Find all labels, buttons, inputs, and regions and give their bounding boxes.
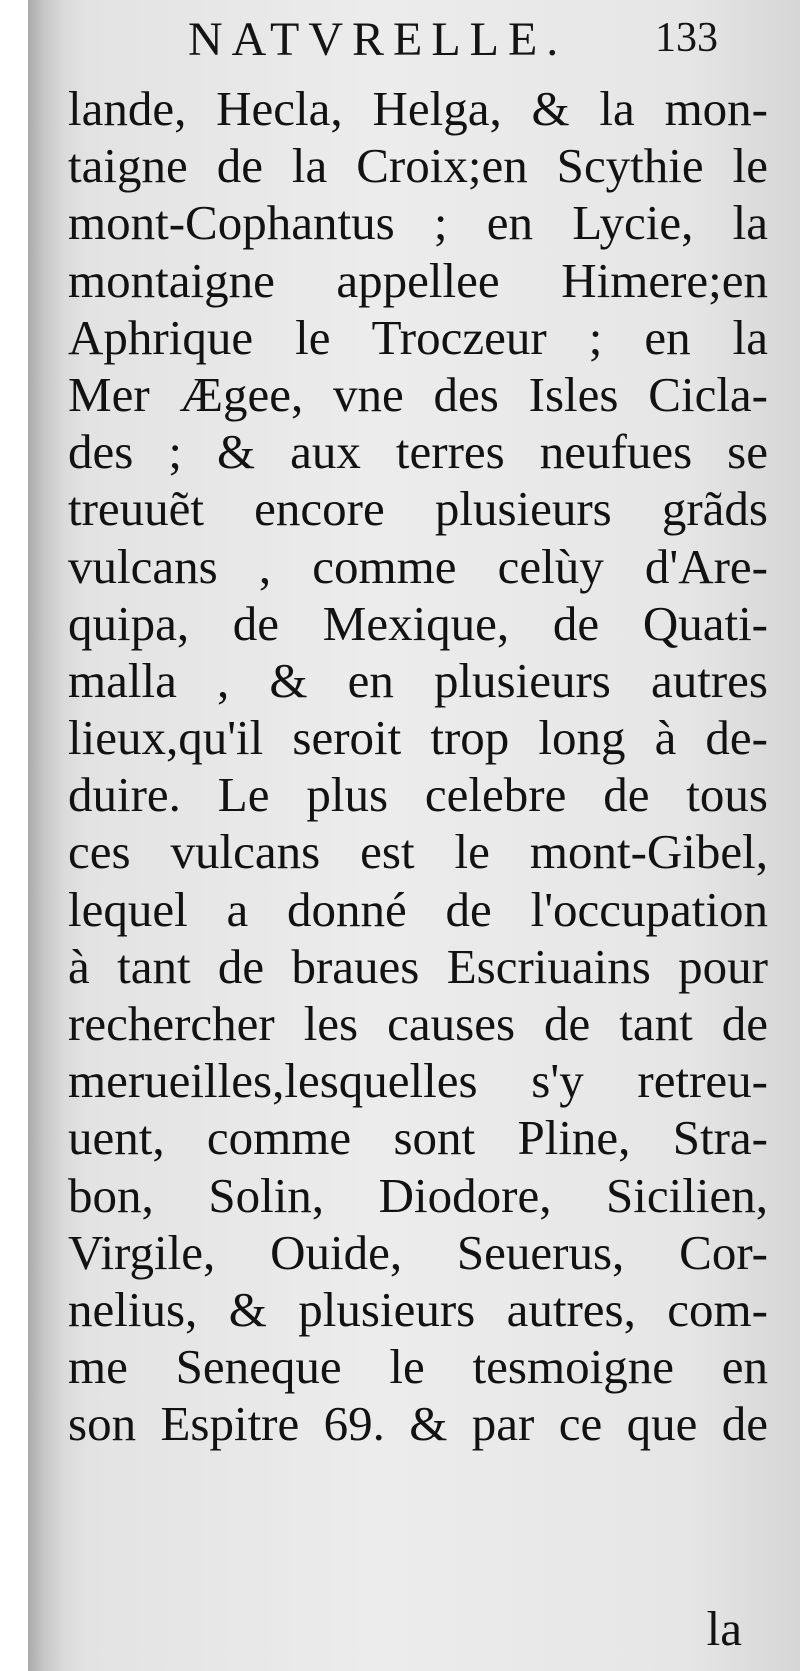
text-line: merueilles,lesquelles s'y retreu- [68,1053,768,1109]
text-line: son Espitre 69. & par ce que de [68,1396,768,1452]
text-line: duire. Le plus celebre de tous [68,767,768,823]
running-title: NATVRELLE. [188,13,568,66]
catchword: la [706,1601,742,1656]
text-line: vulcans , comme celùy d'Are- [68,538,768,594]
page-header [188,12,748,72]
text-line: Aphrique le Troczeur ; en la [68,309,768,365]
text-line: malla , & en plusieurs autres [68,652,768,708]
text-line: lequel a donné de l'occupation [68,881,768,937]
gutter-shadow [28,0,64,1671]
page-number: 133 [655,15,718,61]
text-line: taigne de la Croix;en Scythie le [68,138,768,194]
text-line: me Seneque le tesmoigne en [68,1339,768,1395]
text-line: uent, comme sont Pline, Stra- [68,1110,768,1166]
text-line: Virgile, Ouide, Seuerus, Cor- [68,1224,768,1280]
book-page [28,0,800,1671]
text-line: des ; & aux terres neufues se [68,424,768,480]
text-line: lieux,qu'il seroit trop long à de- [68,710,768,766]
text-line: lande, Hecla, Helga, & la mon- [68,81,768,136]
text-line: à tant de braues Escriuains pour [68,938,768,994]
text-line: mont-Cophantus ; en Lycie, la [68,195,768,251]
text-line: bon, Solin, Diodore, Sicilien, [68,1167,768,1223]
text-line: quipa, de Mexique, de Quati- [68,595,768,651]
body-text [68,80,768,1453]
text-line: Mer Ægee, vne des Isles Cicla- [68,366,768,422]
text-line: rechercher les causes de tant de [68,996,768,1051]
text-line: treuuẽt encore plusieurs grãds [68,481,768,537]
text-line: montaigne appellee Himere;en [68,252,768,308]
text-line: ces vulcans est le mont-Gibel, [68,824,768,880]
text-line: nelius, & plusieurs autres, com- [68,1281,768,1337]
